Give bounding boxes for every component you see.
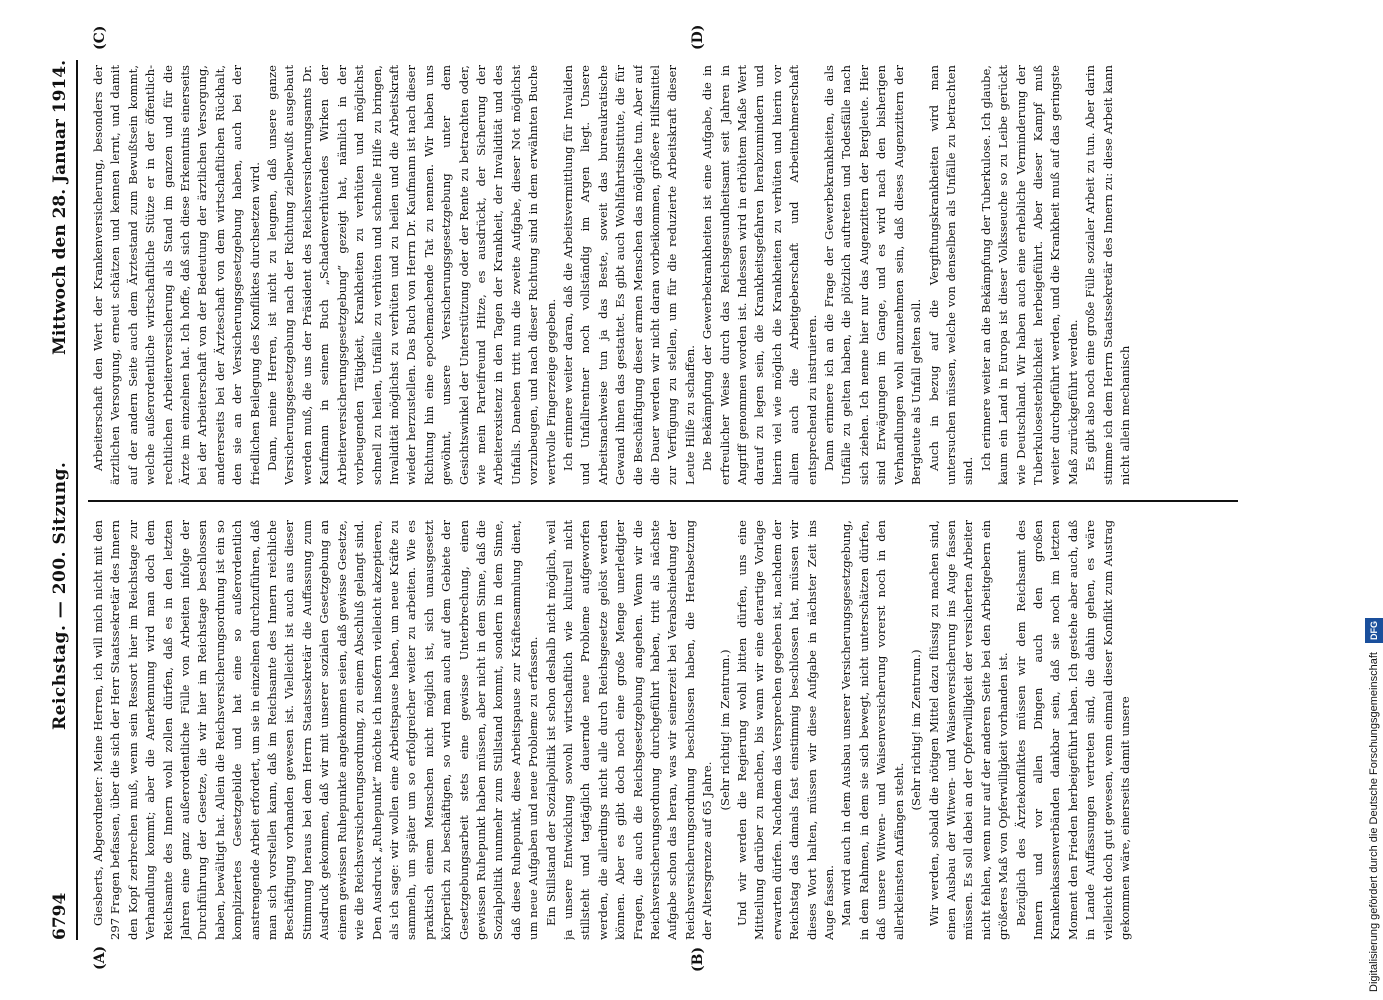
column-divider: [88, 500, 1238, 502]
paragraph: Man wird auch in dem Ausbau unserer Versicherungsgesetzgebung, in dem Rahmen, in dem sie sich bewegt, nicht unterschätzen dürfen, daß unsere Witwen- und Waisenversicherung vorerst noch in den allerkleinsten Anfängen steht.: [839, 520, 906, 940]
paragraph: Bezüglich des Ärztekonfliktes müssen wir dem Reichsamt des Innern und vor allen Dingen auch den großen Krankenkassenverbänden dankbar sein, daß sie noch im letzten Moment den Frieden herbeigeführt haben. Ich gestehe aber auch, daß in Lande Auffassungen vertreten sind, die dahin gehen, es wäre vielleicht doch gut gewesen, wenn einmal dieser Konflikt zum Austrag gekommen wäre, einerseits damit unsere: [1013, 520, 1132, 940]
funding-note-text: Digitalisierung gefördert durch die Deutsche Forschungsgemeinschaft: [1368, 652, 1380, 992]
paragraph: Wir werden, sobald die nötigen Mittel dazu flüssig zu machen sind, einen Ausbau der Witwen- und Waisenversicherung ins Auge fassen müssen. Es soll dabei an der Opferwilligkeit der versicherten Arbeiter nicht fehlen, wenn nur auf der anderen Seite bei den Arbeitgebern ein größeres Maß von Opferwilligkeit vorhanden ist.: [926, 520, 1011, 940]
margin-marker-a: (A): [92, 945, 108, 970]
margin-marker-c: (C): [92, 25, 108, 50]
page-number: 6794: [50, 892, 70, 940]
paragraph: Dann erinnere ich an die Frage der Gewerbekrankheiten, die als Unfälle zu gelten haben, die plötzlich auftreten und Todesfälle nach sich ziehen. Ich nenne hier nur das Augenzittern der Bergleute. Hier sind Erwägungen im Gange, und es wird nach den bisherigen Verhandlungen wohl anzunehmen sein, daß dieses Augenzittern der Bergleute als Unfall gelten soll.: [822, 65, 924, 485]
interjection: (Sehr richtig! im Zentrum.): [717, 649, 732, 811]
digitization-note: [1365, 12, 1383, 992]
left-column: [90, 520, 1240, 940]
session-date: Mittwoch den 28. Januar 1914.: [50, 60, 70, 355]
paragraph: Auch in bezug auf die Vergiftungskrankheiten wird man untersuchen müssen, welche von denselben als Unfälle zu betrachten sind.: [926, 65, 976, 485]
paragraph: Ein Stillstand der Sozialpolitik ist schon deshalb nicht möglich, weil ja unsere Entwicklung sowohl wirtschaftlich wie kulturell nicht stillsteht und tagtäglich dauernde neue Probleme aufgeworfen werden, die allerdings nicht alle durch Reichsgesetze gelöst werden können. Aber es gibt doch noch eine große Menge unerledigter Fragen, die auch die Reichsgesetzgebung angehen. Wenn wir die Reichsversicherungsordnung durchgeführt haben, tritt als nächste Aufgabe schon das heran, was wir seinerzeit bei Verabschiedung der Reichsversicherungsordnung beschlossen haben, die Herabsetzung der Altersgrenze auf 65 Jahre.: [543, 520, 715, 940]
paragraph: Und wir werden die Regierung wohl bitten dürfen, uns eine Mitteilung darüber zu machen, bis wann wir eine derartige Vorlage erwarten dürfen. Nachdem das Versprechen gegeben ist, nachdem der Reichstag das damals fast einstimmig beschlossen hat, müssen wir dieses Wort halten, müssen wir diese Aufgabe in nächster Zeit ins Auge fassen.: [735, 520, 837, 940]
paragraph: Giesberts, Abgeordneter: Meine Herren, ich will mich nicht mit den 297 Fragen befassen, über die sich der Herr Staatssekretär des Innern den Kopf zerbrechen muß, wenn sein Ressort hier im Reichstage zur Verhandlung kommt; aber die Anerkennung wird man doch dem Reichsamte des Innern wohl zollen dürfen, daß es in den letzten Jahren eine ganz außerordentliche Fülle von Arbeiten infolge der Durchführung der Gesetze, die wir hier im Reichstage beschlossen haben, bewältigt hat. Allein die Reichsversicherungsordnung ist ein so kompliziertes Gesetzgebilde und hat eine so außerordentlich anstrengende Arbeit erfordert, um sie in einzelnen durchzuführen, daß man sich vorstellen kann, daß im Reichsamte des Innern reichliche Beschäftigung vorhanden gewesen ist. Vielleicht ist auch aus dieser Stimmung heraus bei dem Herrn Staatssekretär die Auffassung zum Ausdruck gekommen, daß wir mit unserer sozialen Gesetzgebung an einem gewissen Ruhepunkte angekommen seien, daß gewisse Gesetze, wie die Reichsversicherungsordnung, zu einem Abschluß gelangt sind. Den Ausdruck „Ruhepunkt“ möchte ich insofern vielleicht akzeptieren, als ich sage: wir wollen eine Arbeitspause haben, um neue Kräfte zu sammeln, um später um so erfolgreicher weiter zu arbeiten. Wie es praktisch einem Menschen nicht möglich ist, sich unausgesetzt körperlich zu beschäftigen, so wird man auch auf dem Gebiete der Gesetzgebungsarbeit stets eine gewisse Unterbrechung, einen gewissen Ruhepunkt haben müssen, aber nicht in dem Sinne, daß die Sozialpolitik nunmehr zum Stillstand kommt, sondern in dem Sinne, daß diese Ruhepunkt, diese Arbeitspause zur Kräftesammlung dient, um neue Aufgaben und neue Probleme zu erfassen.: [91, 520, 541, 940]
margin-marker-d: (D): [690, 24, 706, 50]
right-column: [90, 65, 1240, 485]
session-title: Reichstag. — 200. Sitzung.: [50, 461, 70, 730]
paragraph: Dann, meine Herren, ist nicht zu leugnen, daß unsere ganze Versicherungsgesetzgebung nach der Richtung zielbewußt ausgebaut werden muß, die uns der Präsident des Reichsversicherungsamts Dr. Kaufmann in seinem Buch „Schadenverhütendes Wirken der Arbeiterversicherungsgesetzgebung“ gezeigt hat, nämlich in der vorbeugenden Tätigkeit, Krankheiten zu verhüten und möglichst schnell zu heilen, Unfälle zu verhüten und schnelle Hilfe zu bringen, Invalidität möglichst zu verhüten und zu heilen und die Arbeitskraft wieder herzustellen. Das Buch von Herrn Dr. Kaufmann ist nach dieser Richtung hin eine epochemachende Tat zu nennen. Wir haben uns gewöhnt, unsere Versicherungsgesetzgebung unter dem Gesichtswinkel der Unterstützung oder der Rente zu betrachten oder, wie mein Parteifreund Hitze, es ausdrückt, der Sicherung der Arbeiterexistenz in den Tagen der Krankheit, der Invalidität und des Unfalls. Daneben tritt nun die zweite Aufgabe, dieser Not möglichst vorzubeugen, und nach dieser Richtung sind in dem erwähnten Buche wertvolle Fingerzeige gegeben.: [265, 65, 558, 485]
paragraph: Arbeiterschaft den Wert der Krankenversicherung, besonders der ärztlichen Versorgung, erneut schätzen und kennen lernt, und damit auf der andern Seite auch dem Ärztestand zum Bewußtsein kommt, welche außerordentliche wirtschaftliche Stütze er in der öffentlich-rechtlichen Arbeiterversicherung als Stand im ganzen und für die Ärzte im einzelnen hat. Ich hoffe, daß sich diese Erkenntnis einerseits bei der Arbeiterschaft von der Bedeutung der ärztlichen Versorgung, andererseits bei der Ärzteschaft von dem wirtschaftlichen Rückhalt, den sie an der Versicherungsgesetzgebung haben, auch bei der friedlichen Beilegung des Konfliktes durchsetzen wird.: [91, 65, 262, 485]
page-header: [48, 60, 78, 940]
paragraph: Die Bekämpfung der Gewerbekrankheiten ist eine Aufgabe, die in erfreulicher Weise durch das Reichsgesundheitsamt seit Jahren in Angriff genommen worden ist. Indessen wird in erhöhtem Maße Wert darauf zu legen sein, die Krankheitsgefahren herabzumindern und hierin viel wie möglich die Krankheiten zu verhüten und hierin vor allem auch die Arbeitgeberschaft und Arbeitnehmerschaft entsprechend zu instruieren.: [700, 65, 819, 485]
interjection: (Sehr richtig! im Zentrum.): [909, 649, 924, 811]
dfg-logo: DFG: [1365, 618, 1383, 643]
paragraph: Ich erinnere weiter an die Bekämpfung der Tuberkulose. Ich glaube, kaum ein Land in Europa ist dieser Volksseuche so zu Leibe gerückt wie Deutschland. Wir haben auch eine erhebliche Verminderung der Tuberkulosesterblichkeit herbeigeführt. Aber dieser Kampf muß weiter durchgeführt werden, und die Krankheit muß auf das geringste Maß zurückgeführt werden.: [978, 65, 1080, 485]
paragraph: Es gibt also noch eine große Fülle sozialer Arbeit zu tun. Aber darin stimme ich dem Herrn Staatssekretär des Innern zu: diese Arbeit kann nicht allein mechanisch: [1083, 65, 1132, 485]
paragraph: Ich erinnere weiter daran, daß die Arbeitsvermittlung für Invaliden und Unfallrentner noch vollständig im Argen liegt. Unsere Arbeitsnachweise tun ja das Beste, soweit das bureaukratische Gewand ihnen das gestattet. Es gibt auch Wohlfahrtsinstitute, die für die Beschäftigung dieser armen Menschen das mögliche tun. Aber auf die Dauer werden wir nicht daran vorbeikommen, größere Hilfsmittel zur Verfügung zu stellen, um für die reduzierte Arbeitskraft dieser Leute Hilfe zu schaffen.: [560, 65, 697, 485]
margin-marker-b: (B): [690, 946, 706, 972]
